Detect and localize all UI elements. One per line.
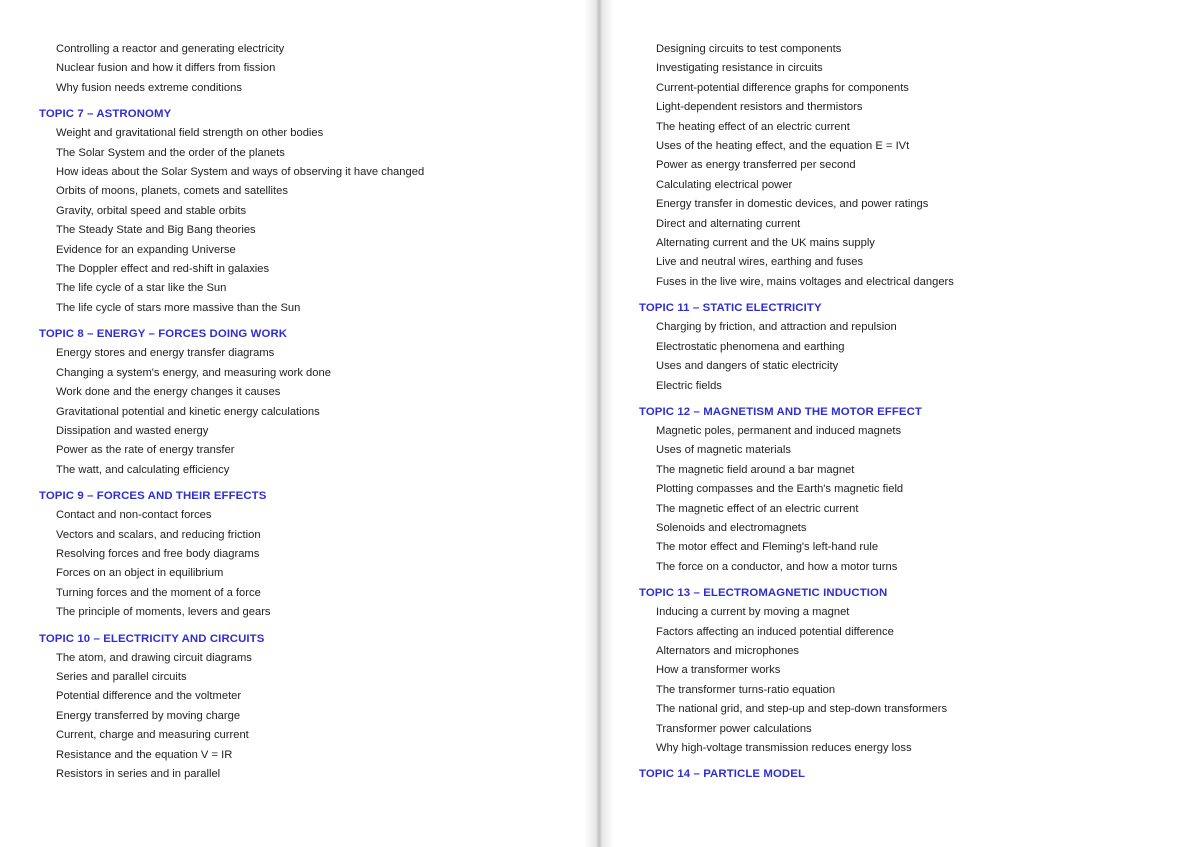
contents-item: The magnetic effect of an electric current — [656, 502, 859, 515]
topic-section — [39, 326, 598, 480]
contents-item: Energy stores and energy transfer diagrams — [56, 347, 275, 360]
contents-item: Charging by friction, and attraction and repulsion — [656, 321, 897, 334]
contents-item: Light-dependent resistors and thermistors — [656, 101, 863, 114]
contents-item: Why high-voltage transmission reduces energy loss — [656, 742, 912, 754]
contents-item: The Doppler effect and red-shift in galaxies — [56, 263, 270, 276]
contents-item: Power as the rate of energy transfer — [56, 444, 235, 457]
contents-item: Resistance and the equation V = IR — [56, 748, 233, 761]
contents-item: Live and neutral wires, earthing and fuses — [656, 256, 864, 269]
topic-section — [639, 766, 1200, 782]
contents-item: Dissipation and wasted energy — [56, 424, 209, 437]
contents-item: Electrostatic phenomena and earthing — [656, 340, 845, 353]
contents-item: Why fusion needs extreme conditions — [56, 81, 242, 94]
topic-heading: TOPIC 8 – ENERGY – FORCES DOING WORK — [39, 328, 288, 341]
contents-item: Calculating electrical power — [656, 178, 793, 191]
topic-section — [39, 488, 598, 622]
contents-item: Plotting compasses and the Earth's magnetic field — [656, 483, 904, 496]
contents-item: Uses of magnetic materials — [656, 444, 791, 457]
contents-item: Uses of the heating effect, and the equation E = IVt — [656, 140, 910, 153]
contents-item: Transformer power calculations — [656, 722, 812, 735]
contents-item: Designing circuits to test components — [656, 43, 842, 55]
contents-item: The Solar System and the order of the planets — [56, 146, 285, 159]
contents-item: Direct and alternating current — [656, 217, 801, 230]
contents-item: Changing a system's energy, and measuring work done — [56, 366, 331, 379]
contents-item: Evidence for an expanding Universe — [56, 243, 236, 256]
topic-heading: TOPIC 11 – STATIC ELECTRICITY — [639, 302, 822, 315]
contents-item: The national grid, and step-up and step-down transformers — [656, 703, 948, 716]
topic-heading: TOPIC 13 – ELECTROMAGNETIC INDUCTION — [639, 587, 888, 600]
contents-item: Inducing a current by moving a magnet — [656, 606, 850, 619]
contents-item: Series and parallel circuits — [56, 670, 187, 683]
intro-list — [39, 40, 598, 98]
contents-item: Current, charge and measuring current — [56, 729, 249, 742]
contents-item: The Steady State and Big Bang theories — [56, 224, 256, 237]
contents-item: Controlling a reactor and generating electricity — [56, 43, 285, 55]
contents-item: Resolving forces and free body diagrams — [56, 547, 260, 560]
contents-item: Gravity, orbital speed and stable orbits — [56, 204, 247, 217]
contents-item: Energy transferred by moving charge — [56, 709, 241, 722]
contents-item: Fuses in the live wire, mains voltages and electrical dangers — [656, 275, 954, 288]
contents-item: The watt, and calculating efficiency — [56, 463, 230, 476]
contents-item: Turning forces and the moment of a force — [56, 586, 261, 599]
topic-heading: TOPIC 14 – PARTICLE MODEL — [639, 768, 806, 781]
contents-item: Vectors and scalars, and reducing friction — [56, 528, 261, 541]
contents-item: How ideas about the Solar System and ways of observing it have changed — [56, 166, 425, 179]
topic-heading: TOPIC 12 – MAGNETISM AND THE MOTOR EFFECT — [639, 405, 922, 418]
contents-item: Alternating current and the UK mains supply — [656, 237, 875, 250]
contents-item: The life cycle of stars more massive than the Sun — [56, 301, 301, 314]
contents-item: The heating effect of an electric current — [656, 120, 850, 133]
contents-item: Current-potential difference graphs for components — [656, 81, 909, 94]
contents-item: Investigating resistance in circuits — [656, 62, 823, 75]
contents-item: The motor effect and Fleming's left-hand rule — [656, 541, 879, 554]
contents-item: The transformer turns-ratio equation — [656, 683, 836, 696]
contents-item: How a transformer works — [656, 664, 781, 677]
contents-item: Electric fields — [656, 379, 722, 392]
contents-item: Resistors in series and in parallel — [56, 768, 221, 780]
contents-item: The principle of moments, levers and gears — [56, 606, 271, 619]
topic-section — [39, 106, 598, 318]
topic-section — [639, 404, 1200, 577]
contents-item: The magnetic field around a bar magnet — [656, 463, 855, 476]
right-page — [598, 0, 1200, 847]
contents-item: Energy transfer in domestic devices, and power ratings — [656, 198, 929, 211]
left-page — [0, 0, 598, 847]
contents-item: Potential difference and the voltmeter — [56, 690, 242, 703]
contents-item: The force on a conductor, and how a motor turns — [656, 560, 898, 573]
topic-section — [639, 585, 1200, 758]
contents-item: The life cycle of a star like the Sun — [56, 282, 227, 295]
contents-item: Orbits of moons, planets, comets and satellites — [56, 185, 288, 198]
contents-item: Power as energy transferred per second — [656, 159, 856, 172]
contents-item: Uses and dangers of static electricity — [656, 360, 839, 373]
contents-item: Gravitational potential and kinetic energy calculations — [56, 405, 320, 418]
topic-heading: TOPIC 9 – FORCES AND THEIR EFFECTS — [39, 490, 267, 503]
contents-item: Weight and gravitational field strength on other bodies — [56, 127, 324, 140]
contents-item: Alternators and microphones — [656, 644, 800, 657]
topic-section — [639, 300, 1200, 396]
contents-item: Solenoids and electromagnets — [656, 521, 807, 534]
contents-item: Forces on an object in equilibrium — [56, 567, 224, 580]
intro-list — [639, 40, 1200, 292]
contents-item: Magnetic poles, permanent and induced magnets — [656, 424, 902, 437]
topic-section — [39, 631, 598, 785]
contents-item: Factors affecting an induced potential difference — [656, 625, 894, 638]
topic-heading: TOPIC 7 – ASTRONOMY — [39, 108, 172, 121]
topic-heading: TOPIC 10 – ELECTRICITY AND CIRCUITS — [39, 632, 265, 645]
contents-item: Nuclear fusion and how it differs from fission — [56, 62, 276, 75]
contents-item: Contact and non-contact forces — [56, 509, 212, 522]
contents-item: Work done and the energy changes it causes — [56, 386, 281, 399]
contents-item: The atom, and drawing circuit diagrams — [56, 651, 252, 664]
